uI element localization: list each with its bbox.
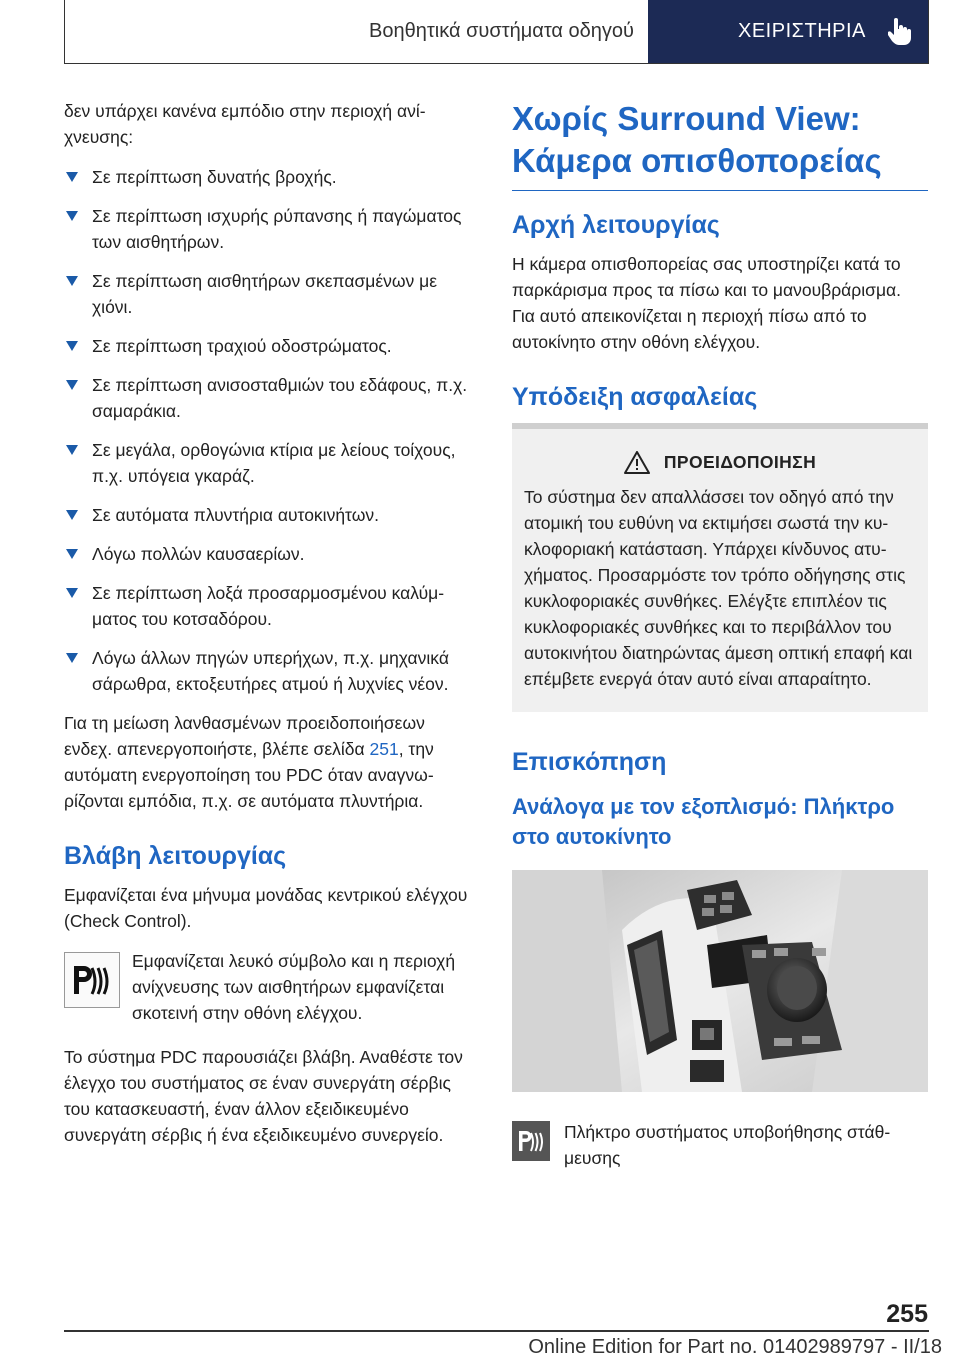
bullet-triangle-icon <box>66 276 78 286</box>
warning-triangle-icon <box>624 451 650 474</box>
bullet-triangle-icon <box>66 445 78 455</box>
right-column <box>512 98 928 1171</box>
pdc-symbol-text: Εμφανίζεται λευκό σύμβολο και η περιοχή ανίχνευσης των αισθητήρων εμφανίζεται σκοτεινή στην οθόνη ελέγχου. <box>132 951 456 1023</box>
caption-row <box>512 1119 928 1171</box>
edition-text: Online Edition for Part no. 01402989797 - II/18 <box>528 1336 942 1358</box>
list-item: Σε αυτόματα πλυντήρια αυτοκινήτων. <box>64 502 476 528</box>
principle-heading: Αρχή λειτουργίας <box>512 211 720 239</box>
bullet-triangle-icon <box>66 211 78 221</box>
list-item: Σε περίπτωση ισχυρής ρύπανσης ή παγώματος των αισθητήρων. <box>64 203 476 255</box>
list-item: Λόγω πολλών καυσαερίων. <box>64 541 476 567</box>
bullet-triangle-icon <box>66 341 78 351</box>
list-item: Σε περίπτωση αισθητήρων σκεπασμένων με χιόνι. <box>64 268 476 320</box>
left-column <box>64 98 476 1162</box>
limitations-list <box>64 164 476 697</box>
list-item: Σε περίπτωση ανισοσταθμιών του εδάφους, π.χ. σαμαράκια. <box>64 372 476 424</box>
pdc-symbol-icon <box>64 952 120 1008</box>
pdc-button-icon <box>512 1121 550 1161</box>
bullet-triangle-icon <box>66 653 78 663</box>
bullet-triangle-icon <box>66 510 78 520</box>
list-item: Σε περίπτωση λοξά προσαρμοσμένου καλύμματος του κοτσαδόρου. <box>64 580 476 632</box>
false-warning-text: Για τη μείωση λανθασμένων προειδοποιήσεων ενδεχ. απενεργοποιήστε, βλέπε σελίδα 251, την αυτόματη ενεργοποίηση του PDC όταν αναγνωρίζονται εμπόδια, π.χ. σε αυτόματα πλυντήρια. <box>64 713 434 811</box>
malfunction-text: Εμφανίζεται ένα μήνυμα μονάδας κεντρικού ελέγχου (Check Control). <box>64 885 468 931</box>
bullet-triangle-icon <box>66 549 78 559</box>
section-title: Βοηθητικά συστήματα οδηγού <box>369 20 634 42</box>
service-text: Το σύστημα PDC παρουσιάζει βλάβη. Αναθέστε τον έλεγχο του συστήματος σε έναν συνεργάτη σέρβις του κατασκευαστή, έναν άλλον εξειδικευμένο συνεργάτη σέρβις ή ένα εξειδικευμένο συνεργείο. <box>64 1047 463 1145</box>
list-item: Σε περίπτωση δυνατής βροχής. <box>64 164 476 190</box>
manual-section-label: ΧΕΙΡΙΣΤΗΡΙΑ <box>738 20 866 42</box>
rear-camera-title: Χωρίς Surround View: Κάμερα οπισθοπορείας <box>512 98 928 191</box>
page-header <box>64 0 929 64</box>
pdc-symbol-row <box>64 948 476 1026</box>
warning-box <box>512 423 928 712</box>
equipment-heading: Ανάλογα με τον εξοπλισμό: Πλήκτρο στο αυτοκίνητο <box>512 794 895 849</box>
list-item: Σε περίπτωση τραχιού οδοστρώματος. <box>64 333 476 359</box>
safety-heading: Υπόδειξη ασφαλείας <box>512 383 758 411</box>
hand-pointer-icon <box>888 18 912 46</box>
bullet-triangle-icon <box>66 380 78 390</box>
warning-header <box>524 451 916 474</box>
manual-section-tab <box>648 0 928 63</box>
photo-caption: Πλήκτρο συστήματος υποβοήθησης στάθμευσης <box>564 1122 891 1168</box>
overview-heading: Επισκόπηση <box>512 748 667 776</box>
footer-divider <box>64 1330 929 1332</box>
malfunction-heading: Βλάβη λειτουργίας <box>64 842 287 870</box>
list-item: Σε μεγάλα, ορθογώνια κτίρια με λείους τοίχους, π.χ. υπόγεια γκαράζ. <box>64 437 476 489</box>
principle-text: Η κάμερα οπισθοπορείας σας υποστηρίζει κατά το παρκάρισμα προς τα πίσω και το μανουβράρισμα. Για αυτό απεικονίζεται η περιοχή πίσω από το αυτοκίνητο στην οθόνη ελέγχου. <box>512 254 902 352</box>
center-console-photo <box>512 870 928 1092</box>
bullet-triangle-icon <box>66 172 78 182</box>
page-number: 255 <box>886 1300 928 1328</box>
page-reference-link[interactable]: 251 <box>369 739 399 759</box>
warning-title: ΠΡΟΕΙΔΟΠΟΙΗΣΗ <box>663 452 817 472</box>
list-item: Λόγω άλλων πηγών υπερήχων, π.χ. μηχανικά σάρωθρα, εκτοξευτήρες ατμού ή λυχνίες νέον. <box>64 645 476 697</box>
bullet-triangle-icon <box>66 588 78 598</box>
warning-text: Το σύστημα δεν απαλλάσσει τον οδηγό από την ατομική του ευθύνη να εκτιμήσει σωστά την κυκλοφοριακή κατάσταση. Υπάρχει κίνδυνος ατυχήματος. Προσαρμόστε τον τρόπο οδήγησης στις κυκλοφοριακές συνθήκες. Ελέγξτε επιπλέον τις κυκλοφοριακές συνθήκες και το περιβάλλον του αυτοκινήτου διατηρώντας άμεση οπτική επαφή και επέμβετε ενεργά όταν αυτό είναι απαραίτητο. <box>524 487 913 689</box>
intro-text: δεν υπάρχει κανένα εμπόδιο στην περιοχή ανίχνευσης: <box>64 101 426 147</box>
